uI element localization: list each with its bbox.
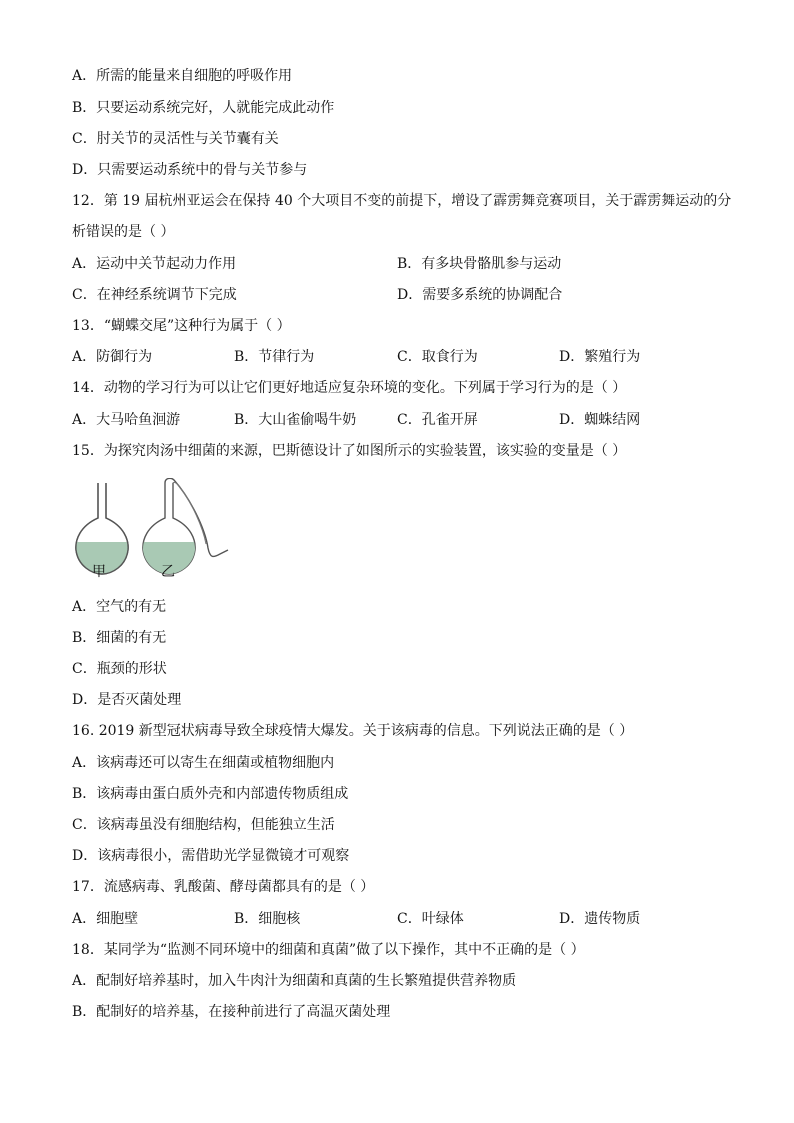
q16-option-d: D．该病毒很小，需借助光学显微镜才可观察: [72, 848, 350, 864]
q15-option-a: A．空气的有无: [72, 599, 167, 615]
q11-option-d: D．只需要运动系统中的骨与关节参与: [72, 162, 308, 178]
q14-option-b: B．大山雀偷喝牛奶: [234, 412, 357, 428]
q18-option-b: B．配制好的培养基，在接种前进行了高温灭菌处理: [72, 1004, 391, 1020]
flask-yi: [143, 478, 228, 574]
q12-stem-line1: 12．第 19 届杭州亚运会在保持 40 个大项目不变的前提下，增设了霹雳舞竞赛项目，关于霹雳舞运动的分: [72, 193, 732, 209]
q16-option-b: B．该病毒由蛋白质外壳和内部遗传物质组成: [72, 786, 349, 802]
q18-option-a: A．配制好培养基时，加入牛肉汁为细菌和真菌的生长繁殖提供营养物质: [72, 973, 517, 989]
q17-stem: 17．流感病毒、乳酸菌、酵母菌都具有的是（ ）: [72, 879, 375, 895]
q13-option-a: A．防御行为: [72, 349, 153, 365]
q16-stem: 16. 2019 新型冠状病毒导致全球疫情大爆发。关于该病毒的信息。下列说法正确的是（ ）: [72, 723, 634, 739]
q12-option-c: C．在神经系统调节下完成: [72, 287, 237, 303]
flask-label-jia: 甲: [92, 564, 106, 580]
q13-option-d: D．繁殖行为: [559, 349, 641, 365]
q11-option-a: A．所需的能量来自细胞的呼吸作用: [72, 68, 293, 84]
q14-option-c: C．孔雀开屏: [397, 412, 478, 428]
flask-jia: [76, 483, 128, 574]
q11-option-c: C．肘关节的灵活性与关节囊有关: [72, 131, 279, 147]
q13-option-b: B．节律行为: [234, 349, 315, 365]
q17-option-b: B．细胞核: [234, 911, 301, 927]
q15-option-d: D．是否灭菌处理: [72, 692, 182, 708]
q17-option-a: A．细胞壁: [72, 911, 139, 927]
q12-option-a: A．运动中关节起动力作用: [72, 256, 237, 272]
q12-option-b: B．有多块骨骼肌参与运动: [397, 256, 562, 272]
q14-option-a: A．大马哈鱼洄游: [72, 412, 181, 428]
q16-option-c: C．该病毒虽没有细胞结构，但能独立生活: [72, 817, 335, 833]
q16-option-a: A．该病毒还可以寄生在细菌或植物细胞内: [72, 755, 335, 771]
pasteur-flask-figure: [70, 478, 240, 588]
q14-stem: 14．动物的学习行为可以让它们更好地适应复杂环境的变化。下列属于学习行为的是（ ）: [72, 380, 627, 396]
flask-label-yi: 乙: [161, 564, 175, 580]
q15-option-b: B．细菌的有无: [72, 630, 167, 646]
q13-option-c: C．取食行为: [397, 349, 478, 365]
q15-stem: 15．为探究肉汤中细菌的来源，巴斯德设计了如图所示的实验装置，该实验的变量是（ ）: [72, 443, 627, 459]
q15-option-c: C．瓶颈的形状: [72, 661, 167, 677]
q13-stem: 13．“蝴蝶交尾”这种行为属于（ ）: [72, 318, 291, 334]
q11-option-b: B．只要运动系统完好，人就能完成此动作: [72, 100, 335, 116]
q17-option-d: D．遗传物质: [559, 911, 641, 927]
q12-option-d: D．需要多系统的协调配合: [397, 287, 563, 303]
q18-stem: 18．某同学为“监测不同环境中的细菌和真菌”做了以下操作，其中不正确的是（ ）: [72, 942, 585, 958]
q12-stem-line2: 析错误的是（ ）: [72, 224, 175, 240]
q14-option-d: D．蜘蛛结网: [559, 412, 641, 428]
q17-option-c: C．叶绿体: [397, 911, 464, 927]
